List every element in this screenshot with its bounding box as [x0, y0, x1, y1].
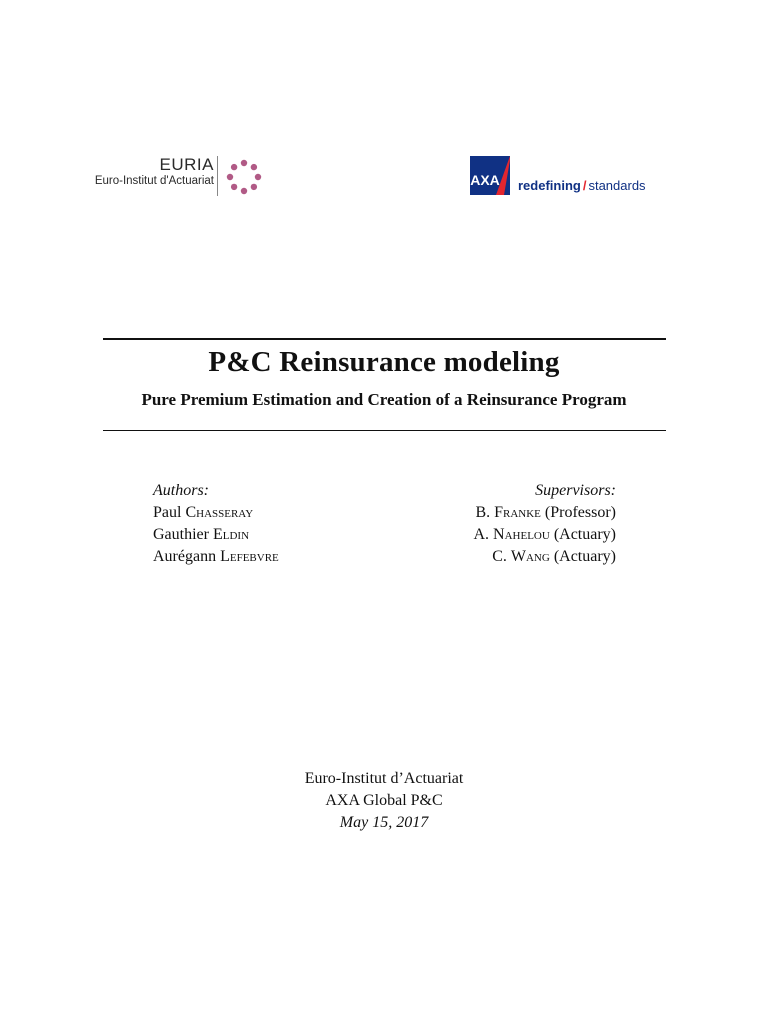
supervisor-initial: B. [475, 504, 491, 521]
euria-logo [94, 155, 268, 198]
euria-mark-dot [231, 164, 237, 170]
authors-block [153, 480, 279, 568]
supervisors-block [473, 480, 616, 568]
footer-company: AXA Global P&C [325, 792, 443, 809]
euria-name: EURIA [159, 155, 214, 174]
euria-mark-dot [251, 164, 257, 170]
author-name [153, 524, 279, 546]
supervisors-heading: Supervisors: [535, 482, 616, 499]
supervisor-name [473, 502, 616, 524]
euria-mark-dot [241, 188, 247, 194]
supervisor-name [473, 524, 616, 546]
supervisor-name [473, 546, 616, 568]
document-title: P&C Reinsurance modeling [208, 346, 560, 378]
euria-mark-dot [227, 174, 233, 180]
euria-wordmark [95, 156, 214, 188]
euria-asterisk-icon [223, 156, 265, 198]
axa-brand-text: AXA [470, 172, 500, 188]
author-first-name: Gauthier [153, 526, 209, 543]
axa-tagline-slash: / [582, 178, 587, 193]
axa-tagline-redefining: redefining [518, 178, 581, 193]
supervisor-role: (Professor) [544, 504, 616, 521]
title-top-rule [103, 338, 666, 340]
footer-block [0, 768, 768, 834]
author-name [153, 502, 279, 524]
title-bottom-rule [103, 430, 666, 431]
axa-tagline-standards: standards [588, 178, 646, 193]
document-subtitle: Pure Premium Estimation and Creation of a Reinsurance Program [141, 390, 627, 409]
supervisor-last-name: Franke [494, 504, 541, 521]
axa-logo-icon [470, 156, 510, 195]
supervisor-role: (Actuary) [553, 526, 616, 543]
author-first-name: Paul [153, 504, 182, 521]
euria-mark-dot [255, 174, 261, 180]
author-last-name: Lefebvre [220, 548, 279, 565]
supervisor-role: (Actuary) [553, 548, 616, 565]
axa-logo [470, 156, 670, 196]
euria-divider [217, 156, 218, 196]
author-first-name: Aurégann [153, 548, 217, 565]
euria-mark-dot [241, 160, 247, 166]
authors-heading: Authors: [153, 482, 209, 499]
supervisor-last-name: Nahelou [493, 526, 550, 543]
supervisor-initial: C. [492, 548, 507, 565]
author-name [153, 546, 279, 568]
euria-subtitle: Euro-Institut d'Actuariat [94, 175, 214, 187]
euria-mark-dot [251, 184, 257, 190]
author-last-name: Chasseray [185, 504, 254, 521]
footer-date: May 15, 2017 [339, 814, 429, 831]
author-last-name: Eldin [212, 526, 250, 543]
supervisor-last-name: Wang [510, 548, 550, 565]
axa-tagline [518, 178, 646, 193]
supervisor-initial: A. [473, 526, 490, 543]
footer-institution: Euro-Institut d’Actuariat [304, 770, 464, 787]
euria-mark-dot [231, 184, 237, 190]
